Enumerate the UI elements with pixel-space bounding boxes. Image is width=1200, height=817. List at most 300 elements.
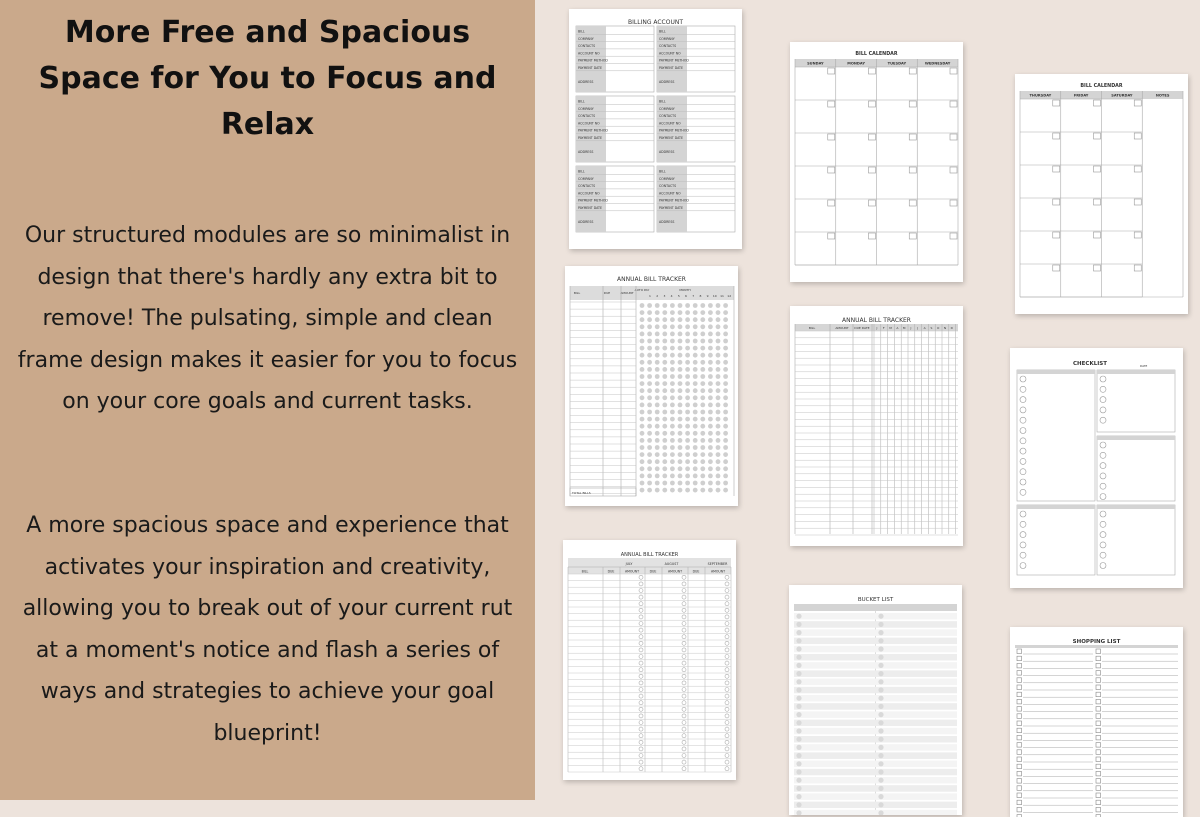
month-dot [700, 452, 705, 457]
month-dot [678, 303, 683, 308]
month-number: 3 [663, 294, 666, 298]
month-dot [685, 403, 690, 408]
checkbox-circle [1100, 463, 1106, 469]
month-dot [700, 324, 705, 329]
month-dot [678, 488, 683, 493]
month-dot [655, 353, 660, 358]
date-box [828, 134, 835, 140]
date-box [909, 233, 916, 239]
item-row [794, 638, 957, 645]
month-dot [640, 339, 645, 344]
month-dot [700, 381, 705, 386]
month-dot [685, 424, 690, 429]
month-letter: M [902, 326, 906, 330]
month-dot [662, 488, 667, 493]
bill-calendar-page-1 [790, 42, 963, 282]
date-box [909, 134, 916, 140]
month-dot [685, 367, 690, 372]
paid-circle [639, 674, 643, 678]
checkbox-circle [1100, 552, 1106, 558]
month-dot [655, 388, 660, 393]
month-dot [647, 360, 652, 365]
paid-circle [725, 575, 729, 579]
month-dot [647, 317, 652, 322]
day-header: THURSDAY [1029, 93, 1052, 98]
month-dot [685, 388, 690, 393]
page-title: SHOPPING LIST [1072, 639, 1121, 645]
column-header: DUE [692, 569, 700, 574]
month-dot [723, 353, 728, 358]
item-checkbox [1017, 707, 1022, 712]
date-box [869, 101, 876, 107]
date-box [950, 233, 957, 239]
month-dot [647, 481, 652, 486]
month-dot [647, 452, 652, 457]
item-circle [878, 663, 883, 668]
month-dot [662, 317, 667, 322]
month-dot [640, 452, 645, 457]
item-circle [878, 745, 883, 750]
paid-circle [725, 767, 729, 771]
date-box [950, 68, 957, 74]
month-dot [700, 367, 705, 372]
month-dot [723, 424, 728, 429]
item-checkbox [1096, 750, 1101, 755]
paid-circle [725, 740, 729, 744]
checkbox-circle [1100, 532, 1106, 538]
month-dot [662, 381, 667, 386]
item-checkbox [1017, 721, 1022, 726]
item-circle [878, 704, 883, 709]
month-dot [662, 339, 667, 344]
month-dot [640, 474, 645, 479]
month-dot [655, 374, 660, 379]
field-label: COMPANY [659, 36, 675, 41]
month-dot [685, 488, 690, 493]
month-dot [708, 353, 713, 358]
item-checkbox [1096, 735, 1101, 740]
item-circle [878, 687, 883, 692]
month-dot [716, 374, 721, 379]
date-box [909, 68, 916, 74]
month-dot [678, 466, 683, 471]
column-header: AMOUNT [667, 569, 683, 574]
shopping-list-rows [1010, 627, 1183, 817]
date-box [869, 134, 876, 140]
item-checkbox [1017, 714, 1022, 719]
month-dot [723, 332, 728, 337]
month-dot [700, 360, 705, 365]
day-header: MONDAY [847, 61, 865, 66]
month-name: AUGUST [664, 562, 679, 566]
month-dot [700, 310, 705, 315]
month-dot [693, 374, 698, 379]
checkbox-circle [1100, 473, 1106, 479]
month-dot [708, 374, 713, 379]
month-dot [723, 438, 728, 443]
month-dot [723, 374, 728, 379]
paid-circle [639, 628, 643, 632]
month-dot [655, 332, 660, 337]
shopping-list-page [1010, 627, 1183, 817]
month-dot [678, 339, 683, 344]
month-dot [716, 466, 721, 471]
checkbox-circle [1100, 452, 1106, 458]
item-checkbox [1017, 735, 1022, 740]
month-dot [716, 324, 721, 329]
item-checkbox [1017, 663, 1022, 668]
item-row [794, 687, 957, 694]
date-box [828, 101, 835, 107]
month-name: SEPTEMBER [707, 562, 728, 566]
field-label: CONTACTS [659, 44, 677, 49]
month-dot [662, 474, 667, 479]
month-dot [685, 481, 690, 486]
month-dot [678, 410, 683, 415]
text-panel [0, 0, 535, 800]
paid-circle [682, 721, 686, 725]
month-letter: J [876, 326, 878, 330]
checkbox-circle [1020, 511, 1026, 517]
month-dot [716, 410, 721, 415]
checkbox-circle [1020, 458, 1026, 464]
date-box [1134, 199, 1141, 205]
month-dot [708, 445, 713, 450]
item-row [794, 744, 957, 751]
item-checkbox [1017, 771, 1022, 776]
checkbox-circle [1020, 552, 1026, 558]
checkbox-circle [1100, 442, 1106, 448]
month-dot [716, 424, 721, 429]
item-checkbox [1017, 800, 1022, 805]
item-row [794, 752, 957, 759]
month-dot [700, 459, 705, 464]
total-label: TOTAL BILLS [572, 491, 591, 495]
paid-circle [639, 747, 643, 751]
month-dot [700, 303, 705, 308]
month-dot [678, 445, 683, 450]
box-header [1097, 505, 1175, 509]
month-dot [662, 388, 667, 393]
month-dot [693, 452, 698, 457]
month-dot [708, 332, 713, 337]
month-dot [647, 417, 652, 422]
field-label: COMPANY [578, 106, 594, 111]
paid-circle [682, 701, 686, 705]
item-checkbox [1096, 671, 1101, 676]
date-box [1094, 232, 1101, 238]
field-label: ACCOUNT NO [659, 121, 681, 126]
item-row [794, 695, 957, 702]
item-circle [878, 737, 883, 742]
item-checkbox [1096, 807, 1101, 812]
field-label: PAYMENT DATE [578, 66, 602, 70]
paid-circle [639, 721, 643, 725]
date-box [828, 68, 835, 74]
month-dot [708, 488, 713, 493]
checklist-box [1017, 505, 1095, 575]
month-letter: N [943, 326, 947, 330]
box-header [1097, 370, 1175, 374]
paid-circle [639, 734, 643, 738]
item-circle [796, 737, 801, 742]
column-header: DUE [607, 569, 615, 574]
item-circle [878, 761, 883, 766]
month-dot [670, 459, 675, 464]
month-dot [678, 403, 683, 408]
paid-circle [639, 648, 643, 652]
month-dot [678, 332, 683, 337]
month-letter: A [896, 326, 899, 330]
field-label: COMPANY [659, 176, 675, 181]
day-header: TUESDAY [887, 61, 907, 66]
month-dot [723, 410, 728, 415]
checkbox-circle [1100, 542, 1106, 548]
month-dot [693, 353, 698, 358]
item-checkbox [1017, 764, 1022, 769]
field-label: ADDRESS [578, 150, 594, 154]
annual-bill-tracker-page-2 [790, 306, 963, 546]
month-dot [640, 410, 645, 415]
date-box [950, 200, 957, 206]
paid-circle [725, 641, 729, 645]
month-dot [716, 303, 721, 308]
month-dot [685, 445, 690, 450]
item-circle [796, 712, 801, 717]
date-box [909, 200, 916, 206]
column-header: AMOUNT [835, 326, 849, 330]
month-dot [670, 474, 675, 479]
page-title: ANNUAL BILL TRACKER [842, 317, 911, 324]
month-dot [655, 310, 660, 315]
item-checkbox [1017, 750, 1022, 755]
paid-circle [725, 628, 729, 632]
day-header: WEDNESDAY [924, 61, 951, 66]
paid-circle [639, 582, 643, 586]
month-dot [700, 374, 705, 379]
header-row [570, 286, 734, 300]
month-dot [700, 403, 705, 408]
bucket-list-rows [789, 585, 962, 815]
month-dot [647, 403, 652, 408]
month-dot [716, 353, 721, 358]
month-dot [670, 388, 675, 393]
description-paragraph-2: A more spacious space and experience that activates your inspiration and creativity, allowing you to break out of your current rut at a moment's notice and flash a series of ways and strategies to achieve your goal blueprint! [22, 513, 513, 746]
month-dot [716, 417, 721, 422]
month-dot [700, 410, 705, 415]
paid-circle [682, 655, 686, 659]
paid-circle [639, 754, 643, 758]
paid-circle [682, 714, 686, 718]
item-circle [796, 671, 801, 676]
month-dot [708, 438, 713, 443]
paid-circle [725, 595, 729, 599]
month-dot [678, 346, 683, 351]
month-dot [647, 466, 652, 471]
item-checkbox [1096, 786, 1101, 791]
checkbox-circle [1020, 532, 1026, 538]
month-dot [640, 459, 645, 464]
month-dot [716, 452, 721, 457]
paid-circle [682, 767, 686, 771]
item-circle [878, 679, 883, 684]
month-dot [685, 474, 690, 479]
item-checkbox [1096, 714, 1101, 719]
month-dot [716, 445, 721, 450]
month-dot [685, 360, 690, 365]
paid-circle [725, 674, 729, 678]
month-dot [700, 339, 705, 344]
month-dot [655, 459, 660, 464]
date-box [1053, 199, 1060, 205]
month-dot [700, 353, 705, 358]
month-dot [708, 431, 713, 436]
item-row [794, 654, 957, 661]
item-checkbox [1017, 656, 1022, 661]
field-label: PAYMENT METHOD [659, 128, 689, 133]
paid-circle [639, 767, 643, 771]
item-row [794, 646, 957, 653]
month-dot [655, 452, 660, 457]
column-header: AMOUNT [624, 569, 640, 574]
day-header: SUNDAY [807, 61, 824, 66]
month-dot [708, 417, 713, 422]
month-dot [693, 403, 698, 408]
annual-bill-tracker-table-3 [563, 540, 736, 780]
checkbox-circle [1020, 489, 1026, 495]
paid-circle [682, 582, 686, 586]
paid-circle [725, 701, 729, 705]
month-dot [716, 438, 721, 443]
month-dot [685, 466, 690, 471]
month-dot [655, 395, 660, 400]
item-checkbox [1096, 743, 1101, 748]
paid-circle [725, 681, 729, 685]
month-dot [670, 424, 675, 429]
item-circle [796, 761, 801, 766]
month-dot [708, 403, 713, 408]
date-box [909, 167, 916, 173]
field-label: COMPANY [578, 176, 594, 181]
date-box [869, 200, 876, 206]
month-dot [662, 332, 667, 337]
month-dot [723, 481, 728, 486]
month-dot [716, 317, 721, 322]
month-dot [700, 417, 705, 422]
month-dot [655, 410, 660, 415]
month-dot [655, 488, 660, 493]
month-dot [640, 374, 645, 379]
date-box [1134, 232, 1141, 238]
month-dot [647, 353, 652, 358]
month-dot [716, 360, 721, 365]
checkbox-circle [1100, 376, 1106, 382]
paid-circle [682, 681, 686, 685]
annual-bill-tracker-table-1 [565, 266, 738, 506]
month-dot [708, 388, 713, 393]
paid-circle [725, 615, 729, 619]
item-row [794, 629, 957, 636]
paid-circle [682, 575, 686, 579]
paid-circle [725, 608, 729, 612]
field-label: PAYMENT DATE [578, 206, 602, 210]
header-bar [1015, 645, 1178, 648]
month-dot [647, 381, 652, 386]
paid-circle [639, 635, 643, 639]
checkbox-circle [1100, 386, 1106, 392]
month-letter: S [930, 326, 933, 330]
item-circle [878, 769, 883, 774]
field-label: PAYMENT DATE [659, 206, 683, 210]
paid-circle [682, 622, 686, 626]
paid-circle [725, 655, 729, 659]
checkbox-circle [1020, 376, 1026, 382]
paid-circle [725, 747, 729, 751]
month-dot [693, 346, 698, 351]
month-dot [640, 431, 645, 436]
item-checkbox [1017, 786, 1022, 791]
month-letter: F [882, 326, 885, 330]
month-dot [700, 445, 705, 450]
month-dot [708, 303, 713, 308]
month-dot [655, 324, 660, 329]
date-box [1134, 166, 1141, 172]
checkbox-circle [1020, 521, 1026, 527]
paid-circle [725, 714, 729, 718]
item-circle [878, 696, 883, 701]
date-box [1053, 166, 1060, 172]
item-circle [878, 802, 883, 807]
date-box [1094, 100, 1101, 106]
month-dot [662, 395, 667, 400]
month-dot [678, 424, 683, 429]
month-dot [708, 424, 713, 429]
checklist-box [1097, 436, 1175, 501]
item-circle [796, 679, 801, 684]
month-number: 6 [685, 294, 687, 298]
item-circle [796, 778, 801, 783]
paid-circle [725, 754, 729, 758]
month-dot [700, 332, 705, 337]
month-dot [670, 367, 675, 372]
checkbox-circle [1100, 521, 1106, 527]
paid-circle [725, 668, 729, 672]
item-circle [796, 622, 801, 627]
month-dot [723, 445, 728, 450]
month-number: 1 [649, 294, 651, 298]
item-circle [878, 753, 883, 758]
checklist-box [1097, 370, 1175, 432]
paid-circle [725, 721, 729, 725]
month-dot [708, 360, 713, 365]
month-dot [723, 395, 728, 400]
month-dot [708, 367, 713, 372]
month-letter: J [917, 326, 919, 330]
item-checkbox [1017, 685, 1022, 690]
item-row [794, 777, 957, 784]
paid-circle [682, 740, 686, 744]
checkbox-circle [1100, 511, 1106, 517]
month-dot [655, 417, 660, 422]
month-dot [693, 339, 698, 344]
month-dot [670, 324, 675, 329]
month-dot [647, 332, 652, 337]
billing-account-page [569, 9, 742, 249]
paid-circle [682, 608, 686, 612]
month-dot [640, 310, 645, 315]
month-dot [678, 360, 683, 365]
month-dot [678, 388, 683, 393]
